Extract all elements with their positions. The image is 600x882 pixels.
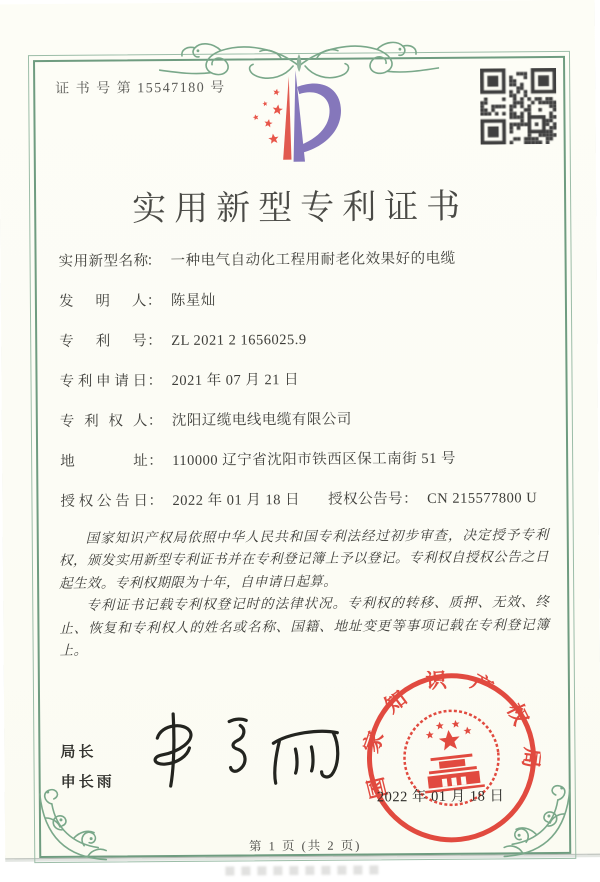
qr-code (480, 68, 557, 145)
legal-text (59, 524, 550, 662)
seal-text: 国家知识产权局 (358, 666, 545, 801)
field-value: 110000 辽宁省沈阳市铁西区保工南街 51 号 (172, 450, 457, 470)
field-label: 专利权人 (59, 413, 148, 430)
field-value: 一种电气自动化工程用耐老化效果好的电缆 (170, 250, 456, 270)
field-label: 授权公告日 (60, 493, 149, 510)
bleed-through-marks (225, 865, 385, 875)
field-value: CN 215577800 U (427, 490, 538, 508)
field-value: 陈星灿 (170, 292, 216, 310)
certificate-border-frame (33, 56, 571, 858)
handwritten-signature (143, 706, 344, 800)
certificate-fields (58, 246, 550, 530)
seal-date: 2022 年 01 月 18 日 (376, 788, 505, 806)
field-patentee: 专利权人 ： 沈阳辽缆电线电缆有限公司 (60, 406, 550, 436)
field-label: 专利号 (59, 333, 148, 350)
field-filing-date: 专利申请日 ： 2021 年 07 月 21 日 (59, 366, 549, 396)
page-number: 第 1 页 (共 2 页) (248, 838, 362, 854)
field-label: 授权公告号 (328, 491, 404, 508)
field-value: ZL 2021 2 1656025.9 (171, 331, 307, 350)
field-utility-model-name: 实用新型名称 ： 一种电气自动化工程用耐老化效果好的电缆 (58, 246, 548, 276)
field-address: 地址 ： 110000 辽宁省沈阳市铁西区保工南街 51 号 (60, 446, 550, 476)
certificate-number: 证 书 号 第 15547180 号 (55, 80, 226, 97)
signer-name: 申长雨 (60, 773, 115, 791)
field-label: 发明人 (58, 293, 147, 310)
certificate-title: 实用新型专利证书 (132, 188, 469, 229)
legal-paragraph-2: 专利证书记载专利权登记时的法律状况。专利权的转移、质押、无效、终止、恢复和专利权人的姓名或名称、国籍、地址变更等事项记载在专利登记簿上。 (59, 594, 550, 658)
field-value: 沈阳辽缆电线电缆有限公司 (171, 411, 352, 430)
signer-block (60, 737, 114, 797)
cnipa-logo-icon (247, 64, 352, 171)
field-value: 2021 年 07 月 21 日 (171, 372, 300, 390)
field-grant-row: 授权公告日 ： 2022 年 01 月 18 日 授权公告号 ： CN 215577800 U (60, 486, 550, 516)
field-label: 实用新型名称 (58, 253, 149, 270)
field-label: 地址 (60, 453, 149, 470)
field-label: 专利申请日 (59, 373, 148, 390)
legal-paragraph-1: 国家知识产权局依照中华人民共和国专利法经过初步审查，决定授予专利权，颁发实用新型专利证书并在专利登记簿上予以登记。专利权自授权公告之日起生效。专利权期限为十年，自申请日起算。 (58, 527, 549, 591)
field-patent-number: 专利号 ： ZL 2021 2 1656025.9 (59, 326, 549, 356)
field-value: 2022 年 01 月 18 日 (172, 492, 301, 510)
signer-title: 局长 (60, 743, 97, 761)
field-inventor: 发明人 ： 陈星灿 (59, 286, 549, 316)
official-seal (358, 666, 545, 847)
